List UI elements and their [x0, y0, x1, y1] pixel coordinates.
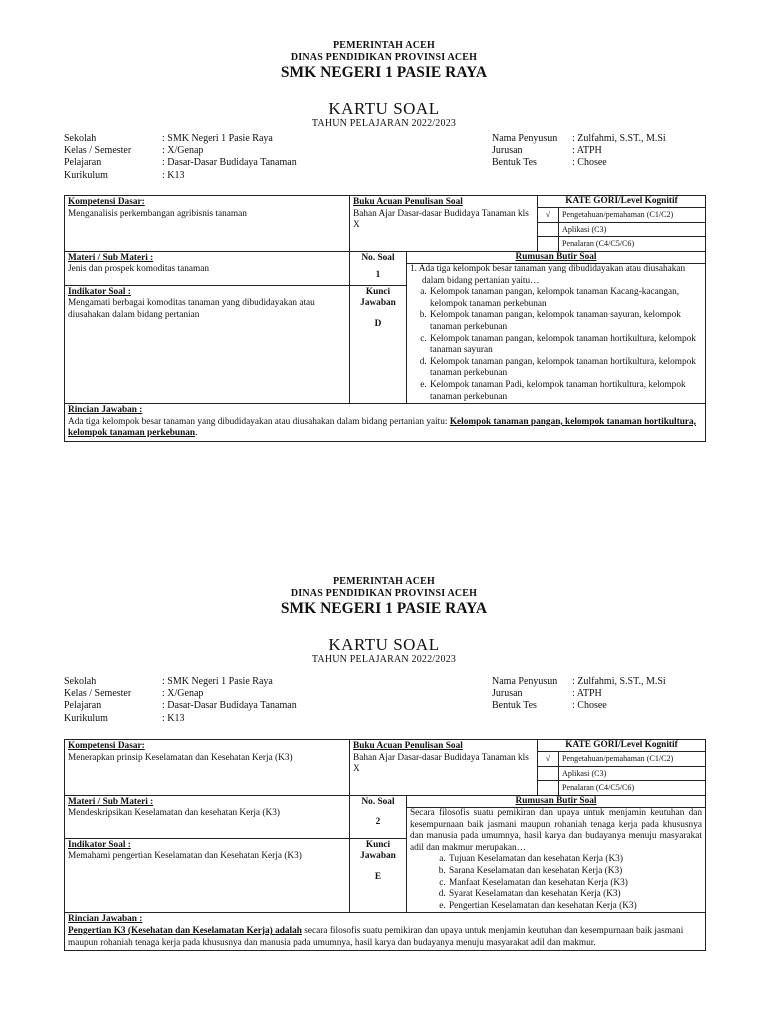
value-sekolah: : SMK Negeri 1 Pasie Raya — [162, 676, 273, 687]
soal-table — [64, 739, 706, 951]
materi-label: Materi / Sub Materi : — [68, 252, 154, 263]
label-kelas: Kelas / Semester — [64, 145, 132, 157]
value-penyusun: : Zulfahmi, S.ST., M.Si — [572, 676, 666, 687]
option-d: d. Kelompok tanaman pangan, kelompok tanaman hortikultura, kelompok tanaman perkebunan — [429, 357, 702, 380]
kompetensi-cell — [65, 196, 350, 252]
answer-options — [410, 854, 702, 912]
value-kurikulum: : K13 — [162, 712, 185, 724]
materi-text: Jenis dan prospek komoditas tanaman — [68, 264, 209, 275]
indikator-cell — [65, 838, 350, 913]
rumusan-cell — [407, 251, 706, 404]
info-left — [64, 133, 297, 182]
card-header — [0, 576, 768, 666]
card-title: KARTU SOAL — [328, 98, 440, 118]
level-c3: Aplikasi (C3) — [559, 222, 706, 237]
value-jurusan: : ATPH — [572, 145, 602, 157]
school-title: SMK NEGERI 1 PASIE RAYA — [280, 600, 488, 617]
buku-cell — [350, 740, 538, 796]
kunci-label: Kunci Jawaban — [360, 286, 396, 309]
indikator-text: Memahami pengertian Keselamatan dan Kesehatan Kerja (K3) — [68, 851, 302, 862]
value-sekolah: : SMK Negeri 1 Pasie Raya — [162, 133, 273, 144]
buku-text: Bahan Ajar Dasar-dasar Budidaya Tanaman kls X — [353, 752, 529, 775]
kategori-cell — [538, 740, 706, 796]
option-d: d. Syarat Keselamatan dan kesehatan Kerja (K3) — [448, 889, 702, 901]
kategori-cell — [538, 196, 706, 252]
rincian-text — [68, 417, 702, 440]
card-header — [0, 40, 768, 130]
label-pelajaran: Pelajaran — [64, 700, 102, 712]
option-c: c. Manfaat Keselamatan dan kesehatan Kerja (K3) — [448, 878, 702, 890]
label-penyusun: Nama Penyusun — [492, 676, 558, 687]
card-title: KARTU SOAL — [328, 634, 440, 654]
label-jurusan: Jurusan — [492, 145, 523, 157]
no-soal-value: 1 — [375, 270, 381, 281]
rumusan-label: Rumusan Butir Soal — [407, 796, 705, 809]
check-mark: √ — [538, 208, 559, 222]
level-c1c2: Pengetahuan/pemahaman (C1/C2) — [559, 208, 706, 222]
label-sekolah: Sekolah — [64, 133, 97, 144]
rincian-label: Rincian Jawaban : — [68, 914, 143, 925]
option-c: c. Kelompok tanaman pangan, kelompok tanaman hortikultura, kelompok tanaman sayuran — [429, 334, 702, 357]
question-text: Secara filosofis suatu pemikiran dan upaya untuk menjamin keutuhan dan kesempurnaan baik jasmani maupun rohaniah tenaga kerja pada khususnya dan manusia pada umumnya, hasil karya dan budayanya menuju masyarakat adil dan makmur merupakan… — [410, 808, 702, 853]
value-kelas: : X/Genap — [162, 688, 204, 700]
check-mark: √ — [538, 752, 559, 766]
rincian-answer: Kelompok tanaman pangan, kelompok tanaman hortikultura, kelompok tanaman perkebunan — [68, 416, 696, 439]
rincian-cell — [65, 404, 706, 442]
level-c4c6: Penalaran (C4/C5/C6) — [559, 781, 706, 795]
buku-label: Buku Acuan Penulisan Soal — [353, 741, 463, 751]
value-pelajaran: : Dasar-Dasar Budidaya Tanaman — [162, 157, 297, 169]
indikator-text: Mengamati berbagai komoditas tanaman yang dibudidayakan atau diusahakan dalam bidang pertanian — [68, 298, 315, 320]
label-kurikulum: Kurikulum — [64, 712, 108, 724]
kategori-levels — [538, 208, 705, 251]
label-kelas: Kelas / Semester — [64, 688, 132, 700]
kategori-levels — [538, 752, 705, 795]
rincian-answer: Pengertian K3 (Kesehatan dan Keselamatan Kerja) adalah — [68, 926, 302, 937]
school-year: TAHUN PELAJARAN 2022/2023 — [311, 118, 457, 130]
level-c4c6: Penalaran (C4/C5/C6) — [559, 237, 706, 251]
kategori-label: KATE GORI/Level Kognitif — [538, 740, 705, 752]
rincian-cell — [65, 913, 706, 951]
kompetensi-label: Kompetensi Dasar: — [68, 741, 145, 751]
indikator-label: Indikator Soal : — [68, 839, 131, 850]
rincian-end: . — [195, 428, 198, 439]
question-text: 1. Ada tiga kelompok besar tanaman yang dibudidayakan atau diusahakan dalam bidang pertanian yaitu… — [410, 264, 686, 286]
rincian-text — [68, 926, 702, 949]
label-sekolah: Sekolah — [64, 676, 97, 687]
value-penyusun: : Zulfahmi, S.ST., M.Si — [572, 133, 666, 144]
school-year: TAHUN PELAJARAN 2022/2023 — [311, 654, 457, 666]
answer-options — [410, 287, 702, 403]
rincian-label: Rincian Jawaban : — [68, 405, 143, 416]
no-soal-value: 2 — [375, 817, 381, 828]
rincian-plain: secara filosofis suatu pemikiran dan upaya untuk menjamin keutuhan dan kesempurnaan baik jasmani maupun rohaniah tenaga kerja pada khususnya dan manusia pada umumnya, hasil karya dan budayanya menuju masyarakat adil dan makmur. — [68, 926, 684, 948]
kunci-label: Kunci Jawaban — [360, 839, 396, 862]
kunci-cell — [350, 285, 407, 404]
no-soal-cell — [350, 251, 407, 285]
option-e: e. Pengertian Keselamatan dan kesehatan Kerja (K3) — [448, 901, 702, 913]
option-b: b. Sarana Keselamatan dan kesehatan Kerja (K3) — [448, 866, 702, 878]
info-right — [492, 133, 666, 170]
kompetensi-label: Kompetensi Dasar: — [68, 197, 145, 207]
rumusan-label: Rumusan Butir Soal — [407, 252, 705, 265]
option-a: a. Kelompok tanaman pangan, kelompok tanaman Kacang-kacangan, kelompok tanaman perkebunan — [429, 287, 702, 310]
kunci-value: E — [374, 871, 382, 882]
materi-text: Mendeskripsikan Keselamatan dan kesehatan Kerja (K3) — [68, 808, 280, 819]
buku-label: Buku Acuan Penulisan Soal — [353, 197, 463, 207]
kunci-cell — [350, 838, 407, 913]
level-c3: Aplikasi (C3) — [559, 766, 706, 781]
no-soal-label: No. Soal — [361, 252, 395, 263]
buku-cell — [350, 196, 538, 252]
value-pelajaran: : Dasar-Dasar Budidaya Tanaman — [162, 700, 297, 712]
option-e: e. Kelompok tanaman Padi, kelompok tanaman hortikultura, kelompok tanaman perkebunan — [429, 380, 702, 403]
kompetensi-text: Menganalisis perkembangan agribisnis tanaman — [68, 208, 247, 219]
label-jurusan: Jurusan — [492, 688, 523, 700]
option-a: a. Tujuan Keselamatan dan kesehatan Kerja (K3) — [448, 854, 702, 866]
gov-name: PEMERINTAH ACEH — [333, 40, 435, 51]
label-kurikulum: Kurikulum — [64, 169, 108, 181]
no-soal-label: No. Soal — [361, 796, 395, 807]
indikator-cell — [65, 285, 350, 404]
label-bentuk: Bentuk Tes — [492, 157, 537, 169]
soal-table — [64, 195, 706, 442]
rumusan-cell — [407, 795, 706, 913]
level-c1c2: Pengetahuan/pemahaman (C1/C2) — [559, 752, 706, 766]
dept-name: DINAS PENDIDIKAN PROVINSI ACEH — [290, 51, 478, 63]
no-soal-cell — [350, 795, 407, 838]
kompetensi-cell — [65, 740, 350, 796]
kompetensi-text: Menerapkan prinsip Keselamatan dan Kesehatan Kerja (K3) — [68, 752, 293, 763]
value-jurusan: : ATPH — [572, 688, 602, 700]
label-pelajaran: Pelajaran — [64, 157, 102, 169]
option-b: b. Kelompok tanaman pangan, kelompok tanaman sayuran, kelompok tanaman perkebunan — [429, 310, 702, 333]
school-title: SMK NEGERI 1 PASIE RAYA — [280, 64, 488, 81]
materi-cell — [65, 795, 350, 838]
dept-name: DINAS PENDIDIKAN PROVINSI ACEH — [290, 587, 478, 599]
label-bentuk: Bentuk Tes — [492, 700, 537, 712]
materi-label: Materi / Sub Materi : — [68, 796, 154, 807]
value-bentuk: : Chosee — [572, 700, 607, 712]
gov-name: PEMERINTAH ACEH — [333, 576, 435, 587]
info-left — [64, 676, 297, 725]
indikator-label: Indikator Soal : — [68, 286, 131, 297]
rincian-plain: Ada tiga kelompok besar tanaman yang dibudidayakan atau diusahakan dalam bidang pertanian yaitu: — [68, 416, 450, 427]
materi-cell — [65, 251, 350, 285]
label-penyusun: Nama Penyusun — [492, 133, 558, 144]
info-right — [492, 676, 666, 713]
value-bentuk: : Chosee — [572, 157, 607, 169]
value-kelas: : X/Genap — [162, 145, 204, 157]
value-kurikulum: : K13 — [162, 169, 185, 181]
kunci-value: D — [374, 318, 382, 329]
kategori-label: KATE GORI/Level Kognitif — [538, 196, 705, 208]
buku-text: Bahan Ajar Dasar-dasar Budidaya Tanaman kls X — [353, 208, 529, 231]
